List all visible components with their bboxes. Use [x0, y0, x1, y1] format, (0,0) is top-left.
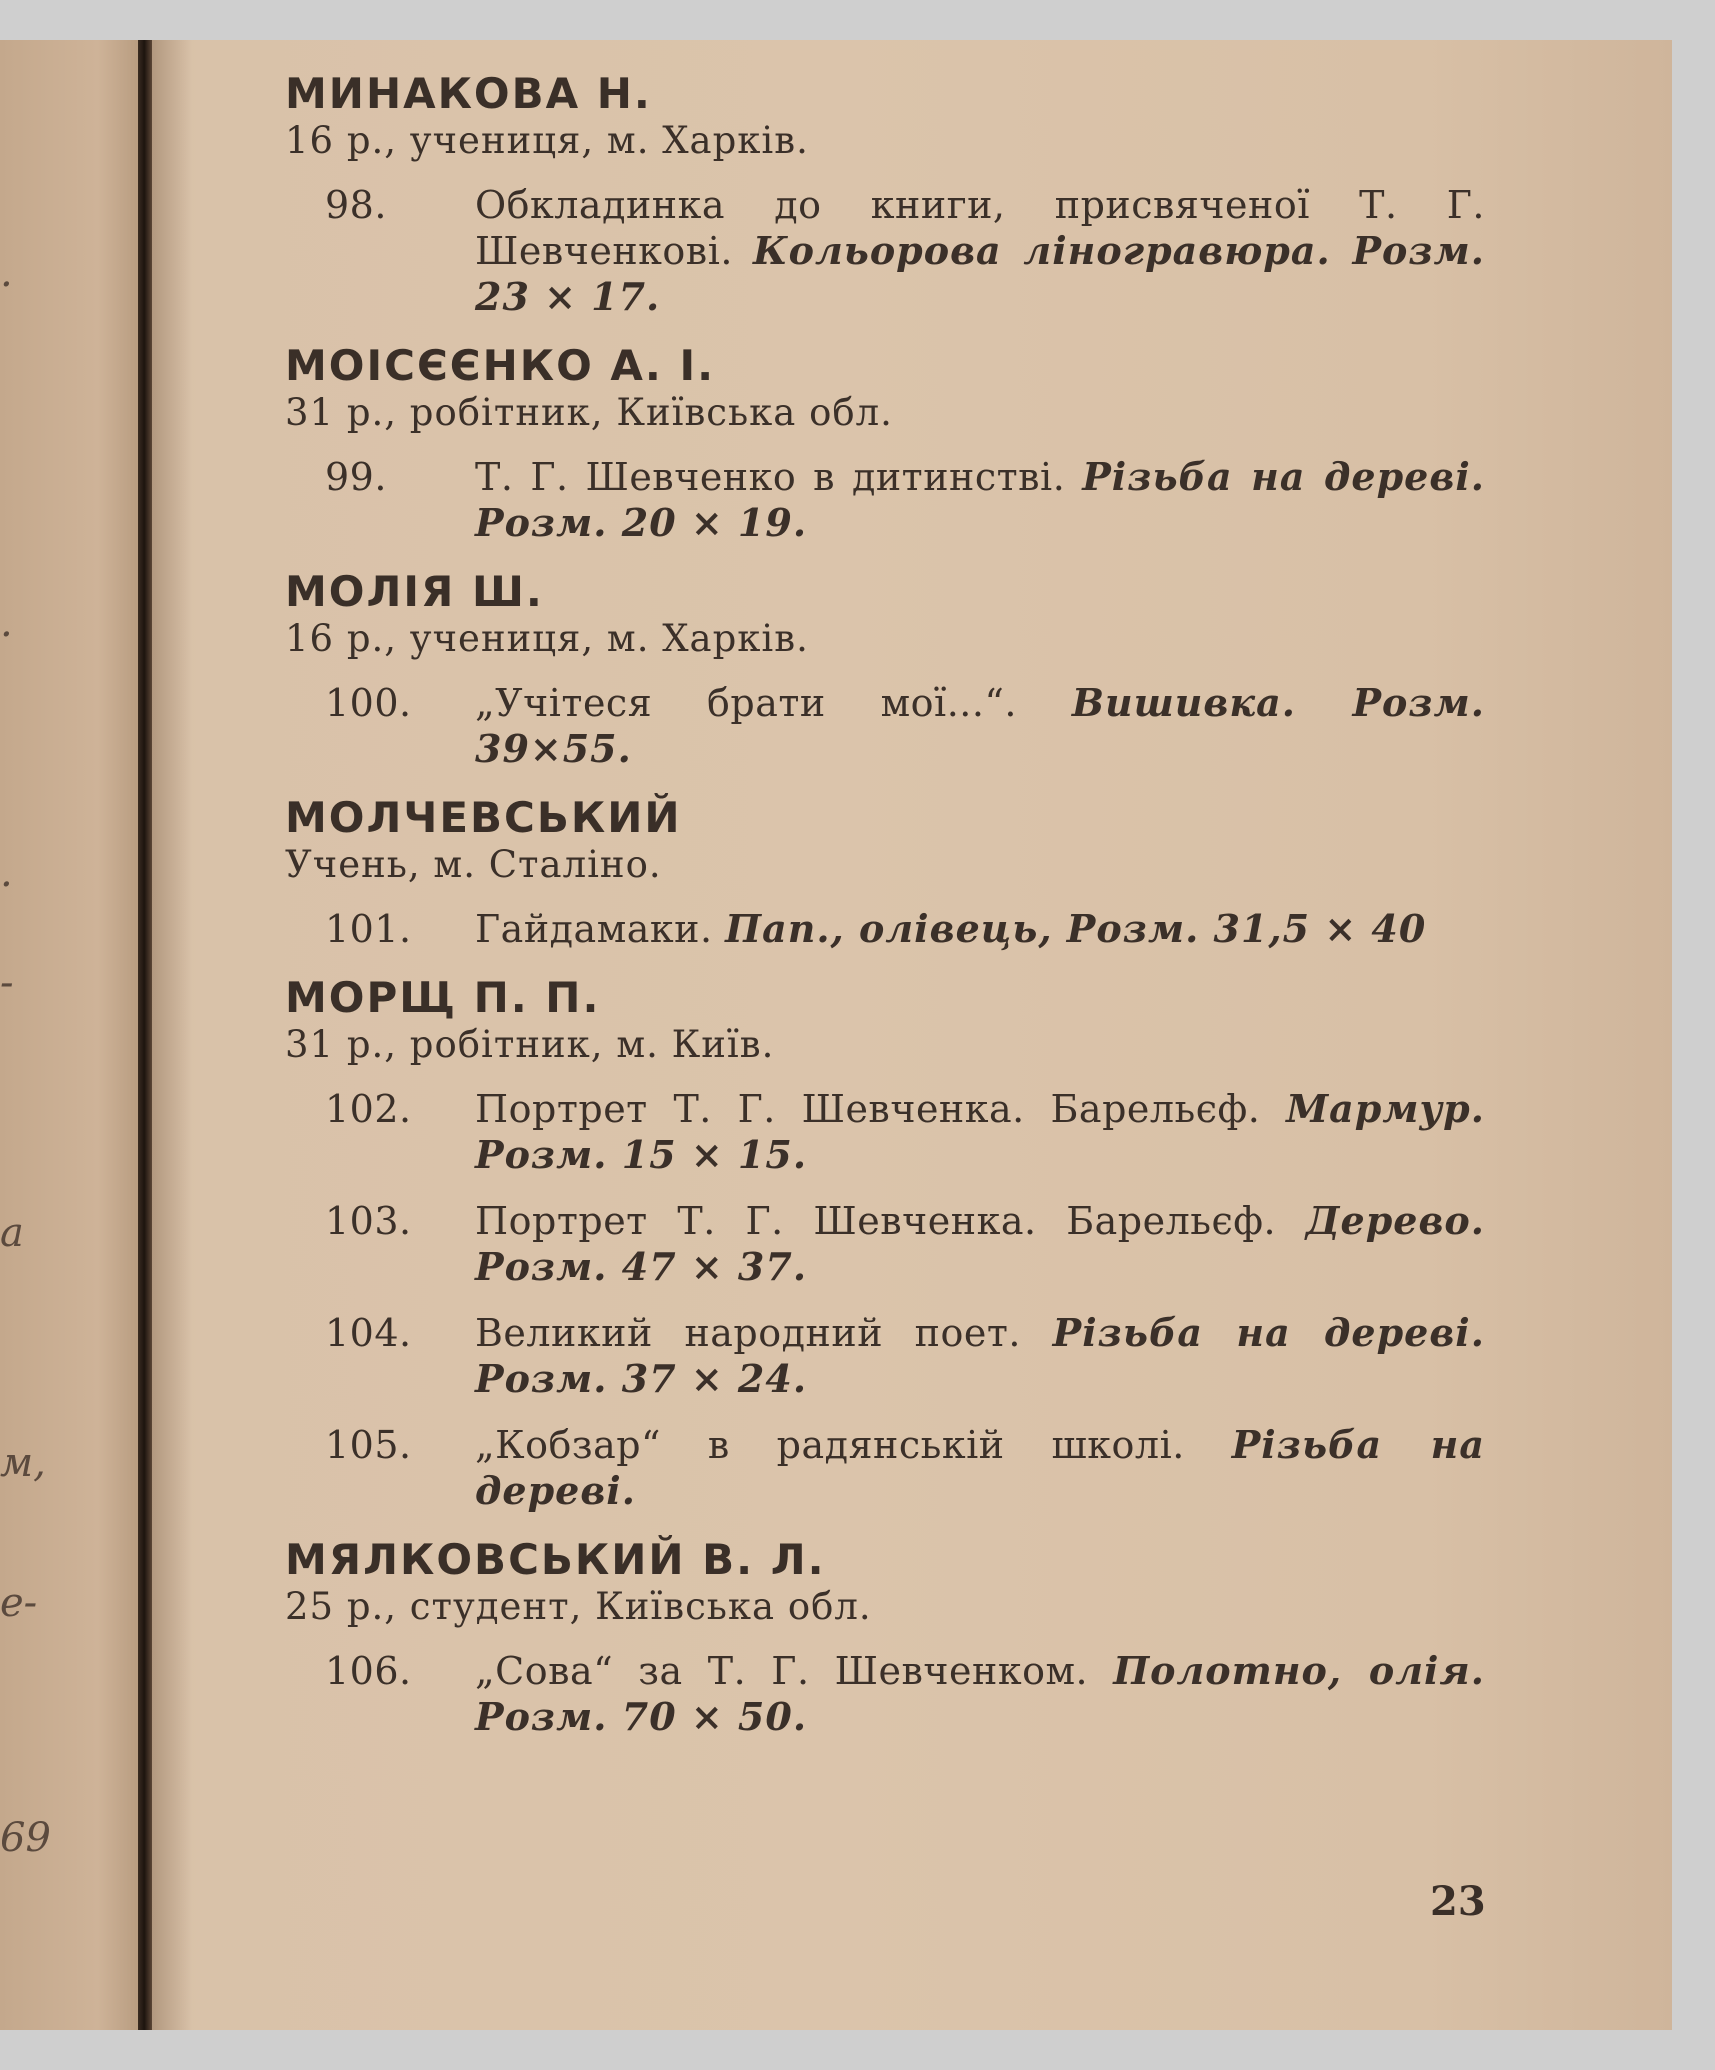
work-title: „Учітеся брати мої...“. [475, 681, 1017, 725]
author-name: МОІСЄЄНКО А. І. [285, 341, 716, 390]
catalog-entry [285, 342, 1485, 546]
left-fragment: . [0, 850, 13, 896]
work-item [325, 454, 1485, 546]
catalog-entry [285, 568, 1485, 772]
work-medium: Вишивка. Розм. 39×55. [475, 680, 1485, 771]
scanned-book-spread [0, 40, 1672, 2030]
work-item [325, 1198, 1485, 1290]
catalog-entry [285, 70, 1485, 320]
work-number: 99. [325, 455, 387, 499]
catalog-entry [285, 974, 1485, 1514]
author-info: 16 р., учениця, м. Харків. [285, 617, 809, 660]
left-fragment: е- [0, 1580, 38, 1626]
work-title: Портрет Т. Г. Шевченка. Барельєф. [475, 1199, 1277, 1243]
work-medium: Різьба на дереві. Розм. 20 × 19. [475, 454, 1485, 545]
work-medium: Різьба на дереві. Розм. 37 × 24. [475, 1310, 1485, 1401]
catalog-entry [285, 794, 1485, 952]
left-fragment: . [0, 600, 13, 646]
work-number: 101. [325, 907, 412, 951]
author-info: 25 р., студент, Київська обл. [285, 1585, 872, 1628]
left-fragment: 69 [0, 1815, 51, 1861]
gutter-shadow [152, 40, 192, 2030]
author-name: МОЛЧЕВСЬКИЙ [285, 793, 682, 842]
left-fragment: м, [0, 1440, 46, 1486]
catalog-entry [285, 1536, 1485, 1740]
work-medium: Кольорова ліногравюра. Розм. 23 × 17. [475, 228, 1485, 319]
author-name: МЯЛКОВСЬКИЙ В. Л. [285, 1535, 826, 1584]
author-info: 16 р., учениця, м. Харків. [285, 119, 809, 162]
work-title: Гайдамаки. [475, 907, 713, 951]
author-info: 31 р., робітник, Київська обл. [285, 391, 893, 434]
work-number: 102. [325, 1087, 412, 1131]
work-medium: Полотно, олія. Розм. 70 × 50. [475, 1648, 1485, 1739]
left-fragment: - [0, 960, 14, 1006]
work-title: Портрет Т. Г. Шевченка. Барельєф. [475, 1087, 1261, 1131]
work-title: „Кобзар“ в радянській школі. [475, 1423, 1185, 1467]
work-item [325, 1086, 1485, 1178]
page-number: 23 [1430, 1878, 1486, 1925]
work-item [325, 906, 1485, 952]
work-number: 106. [325, 1649, 412, 1693]
author-name: МОРЩ П. П. [285, 973, 601, 1022]
work-number: 103. [325, 1199, 412, 1243]
work-number: 100. [325, 681, 412, 725]
catalog-page [285, 70, 1485, 1762]
work-item [325, 1310, 1485, 1402]
author-info: 31 р., робітник, м. Київ. [285, 1023, 775, 1066]
work-number: 98. [325, 183, 387, 227]
work-title: „Сова“ за Т. Г. Шевченком. [475, 1649, 1089, 1693]
work-medium: Мармур. Розм. 15 × 15. [475, 1086, 1485, 1177]
work-title: Т. Г. Шевченко в дитинстві. [475, 455, 1066, 499]
author-info: Учень, м. Сталіно. [285, 843, 662, 886]
work-title: Обкладинка до книги, присвяченої Т. Г. Шевченкові. [475, 183, 1485, 273]
author-name: МОЛІЯ Ш. [285, 567, 544, 616]
work-number: 105. [325, 1423, 412, 1467]
work-title: Великий народний поет. [475, 1311, 1021, 1355]
left-fragment: а [0, 1210, 24, 1256]
work-item [325, 1422, 1485, 1514]
work-number: 104. [325, 1311, 412, 1355]
work-medium: Різьба на дереві. [475, 1422, 1485, 1513]
work-medium: Дерево. Розм. 47 × 37. [475, 1198, 1485, 1289]
work-medium: Пап., олівець, Розм. 31,5 × 40 [725, 906, 1427, 951]
work-item [325, 1648, 1485, 1740]
work-item [325, 182, 1485, 320]
work-item [325, 680, 1485, 772]
author-name: МИНАКОВА Н. [285, 69, 652, 118]
book-spine [138, 40, 152, 2030]
left-page-edge [0, 40, 140, 2030]
left-fragment: . [0, 250, 13, 296]
